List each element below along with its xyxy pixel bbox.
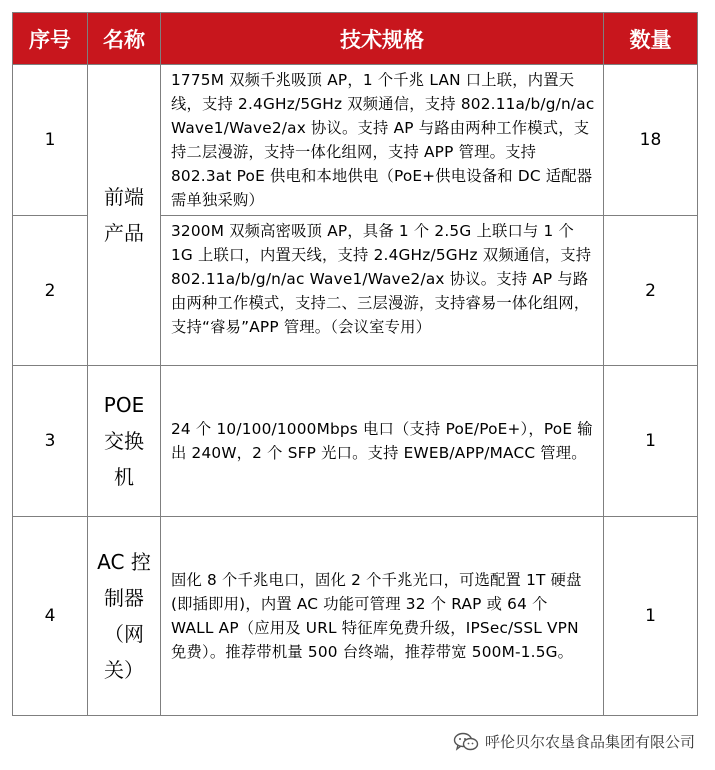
product-name-front-end: [88, 65, 161, 366]
quantity-cell: 1: [604, 517, 698, 716]
name-line: （网: [104, 622, 144, 646]
name-line: 产品: [104, 221, 144, 245]
spec-table: [12, 12, 698, 716]
name-line: 交换: [104, 429, 144, 453]
header-name: 名称: [88, 13, 161, 65]
name-line: 制器: [104, 586, 144, 610]
name-line: AC 控: [97, 550, 151, 574]
row-number: 1: [13, 65, 88, 216]
spec-cell: 1775M 双频千兆吸顶 AP，1 个千兆 LAN 口上联，内置天线，支持 2.4GHz/5GHz 双频通信，支持 802.11a/b/g/n/ac Wave1/Wave2/ax 协议。支持 AP 与路由两种工作模式，支持二层漫游，支持一体化组网，支持 APP 管理。支持 802.3at PoE 供电和本地供电（PoE+供电设备和 DC 适配器需单独采购）: [161, 65, 604, 216]
header-spec: 技术规格: [161, 13, 604, 65]
header-quantity: 数量: [604, 13, 698, 65]
wechat-icon: [453, 732, 479, 752]
quantity-cell: 18: [604, 65, 698, 216]
quantity-cell: 1: [604, 366, 698, 517]
table-row: [13, 366, 698, 517]
name-line: 机: [114, 465, 134, 489]
spec-cell: 3200M 双频高密吸顶 AP，具备 1 个 2.5G 上联口与 1 个 1G 上联口，内置天线，支持 2.4GHz/5GHz 双频通信，支持 802.11a/b/g/n/ac Wave1/Wave2/ax 协议。支持 AP 与路由两种工作模式，支持二、三层漫游，支持睿易一体化组网，支持“睿易”APP 管理。（会议室专用）: [161, 216, 604, 366]
product-name-poe-switch: [88, 366, 161, 517]
watermark: [453, 731, 695, 752]
product-name-ac-controller: [88, 517, 161, 716]
row-number: 3: [13, 366, 88, 517]
header-row: [13, 13, 698, 65]
table-row: [13, 65, 698, 216]
row-number: 2: [13, 216, 88, 366]
header-number: 序号: [13, 13, 88, 65]
row-number: 4: [13, 517, 88, 716]
spec-cell: 固化 8 个千兆电口，固化 2 个千兆光口，可选配置 1T 硬盘(即插即用)，内置 AC 功能可管理 32 个 RAP 或 64 个 WALL AP（应用及 URL 特征库免费升级，IPSec/SSL VPN 免费）。推荐带机量 500 台终端，推荐带宽 500M-1.5G。: [161, 517, 604, 716]
name-line: POE: [103, 393, 145, 417]
quantity-cell: 2: [604, 216, 698, 366]
table-row: [13, 517, 698, 716]
name-line: 前端: [104, 185, 144, 209]
spec-cell: 24 个 10/100/1000Mbps 电口（支持 PoE/PoE+），PoE 输出 240W，2 个 SFP 光口。支持 EWEB/APP/MACC 管理。: [161, 366, 604, 517]
watermark-text: 呼伦贝尔农垦食品集团有限公司: [484, 733, 695, 751]
name-line: 关）: [104, 658, 144, 682]
